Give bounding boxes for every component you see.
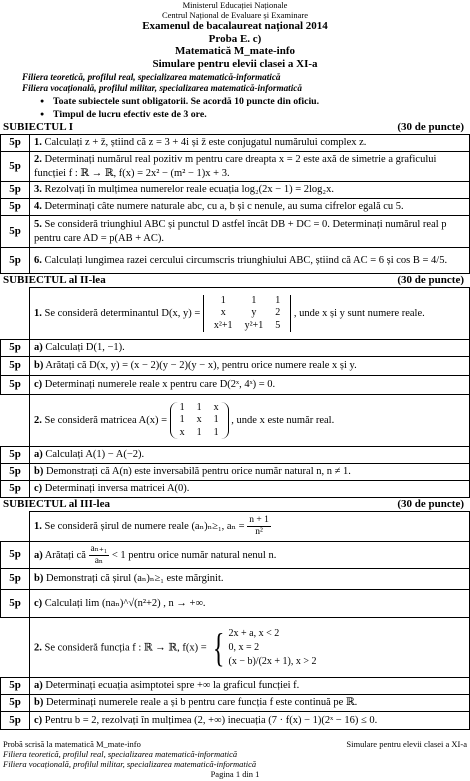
matrix-cell: 1	[196, 426, 202, 438]
matrix-cell: x	[179, 426, 185, 438]
problem-1-after: , unde x și y sunt numere reale.	[293, 307, 425, 319]
ratio-fraction	[89, 544, 110, 567]
item-points: 5p	[1, 152, 30, 182]
item-number: 5.	[34, 219, 42, 231]
simulation-label: Simulare pentru elevii clasei a XI-a	[152, 57, 318, 70]
item-text: Calculați z + z̄, știind că z = 3 + 4i și z̄ este conjugatul numărului complex z.	[44, 137, 367, 149]
problem-number: 1.	[34, 307, 42, 319]
item-number: 6.	[34, 254, 42, 266]
s1-item-5	[1, 216, 470, 248]
item-number: 3.	[34, 184, 42, 196]
matrix-cell: 1	[213, 426, 219, 438]
item-points: 5p	[1, 712, 30, 730]
item-text: Calculați A(1) − A(−2).	[45, 449, 145, 461]
item-text: Rezolvați în mulțimea numerelor reale ecuația log₂(2x − 1) = 2log₂x.	[44, 184, 334, 196]
item-number: 1.	[34, 137, 42, 149]
s2-problem-1	[1, 288, 470, 340]
det-cell: x	[220, 307, 226, 319]
item-points: 5p	[1, 135, 30, 152]
center-name: Centrul Național de Evaluare și Examinare	[161, 10, 309, 20]
item-points: 5p	[1, 182, 30, 199]
section-3-items	[0, 511, 470, 730]
item-label: c)	[34, 483, 43, 495]
s2-problem-2	[1, 395, 470, 447]
det-cell: 1	[220, 294, 226, 306]
sequence-fraction	[247, 515, 271, 538]
item-points: 5p	[1, 542, 30, 569]
item-points: 5p	[1, 248, 30, 274]
s1-item-4	[1, 199, 470, 216]
item-label: b)	[34, 573, 44, 585]
item-points: 5p	[1, 376, 30, 395]
matrix-cell: 1	[213, 414, 219, 426]
item-text: Arătați că	[44, 549, 86, 561]
matrix-cell: x	[213, 401, 219, 413]
fraction-denominator: n²	[255, 527, 263, 537]
subject-label: Matematică M_mate-info	[174, 45, 296, 57]
note-2: ● Timpul de lucru efectiv este de 3 ore.	[40, 108, 470, 121]
section-1-title: SUBIECTUL I	[3, 121, 74, 133]
section-2-points: (30 de puncte)	[397, 274, 464, 286]
item-points: 5p	[1, 447, 30, 464]
note-1: ● Toate subiectele sunt obligatorii. Se acordă 10 puncte din oficiu.	[40, 95, 470, 108]
s2-p1-a	[1, 340, 470, 357]
footer-right: Simulare pentru elevii clasei a XI-a	[346, 739, 467, 749]
item-text: Calculați lungimea razei cercului circumscris triunghiului ABC, știind că AC = 6 și cos B = 4/5.	[44, 254, 448, 266]
s3-p1-c	[1, 590, 470, 618]
s3-problem-1	[1, 512, 470, 542]
item-label: c)	[34, 597, 43, 609]
item-points: 5p	[1, 216, 30, 248]
footer-filiera-1: Filiera teoretică, profilul real, specializarea matematică-informatică	[3, 749, 238, 759]
s2-p1-b	[1, 357, 470, 376]
item-text: Calculați lim (naₙ)^√(n²+2) , n → +∞.	[44, 597, 206, 609]
case-2: 0, x = 2	[228, 641, 260, 653]
item-points: 5p	[1, 199, 30, 216]
fraction-numerator: aₙ₊₁	[90, 543, 108, 554]
section-3-points: (30 de puncte)	[397, 498, 464, 510]
page-number: Pagina 1 din 1	[210, 769, 260, 779]
exam-title: Examenul de bacalaureat național 2014	[142, 20, 328, 32]
case-3: (x − b)/(2x + 1), x > 2	[228, 655, 317, 667]
problem-number: 1.	[34, 520, 42, 532]
item-text: Pentru b = 2, rezolvați în mulțimea (2, +∞) inecuația (7 · f(x) − 1)(2ˣ − 16) ≤ 0.	[44, 714, 378, 726]
section-2-items	[0, 287, 470, 498]
item-text: Calculați D(1, −1).	[45, 342, 125, 354]
matrix-cell: 1	[179, 414, 185, 426]
matrix-cell: x	[196, 414, 202, 426]
s3-p2-b	[1, 695, 470, 712]
item-points: 5p	[1, 695, 30, 712]
item-text: Determinați ecuația asimptotei spre +∞ la graficul funcției f.	[45, 680, 300, 692]
item-number: 4.	[34, 201, 42, 213]
item-label: c)	[34, 714, 43, 726]
s1-item-6	[1, 248, 470, 274]
section-3-title: SUBIECTUL al III-lea	[3, 498, 110, 510]
section-3-header	[0, 498, 470, 511]
case-1: 2x + a, x < 2	[228, 627, 280, 639]
problem-1-intro: Se consideră determinantul D(x, y) =	[44, 307, 201, 319]
determinant-matrix	[203, 295, 291, 333]
section-1-items	[0, 134, 470, 274]
s1-item-3	[1, 182, 470, 199]
s2-p2-b	[1, 464, 470, 481]
instructions	[40, 95, 470, 121]
matrix-cell: 1	[196, 401, 202, 413]
problem-1-intro: Se consideră șirul de numere reale (aₙ)ₙ≥₁, aₙ =	[44, 520, 245, 532]
matrix-a	[170, 402, 229, 440]
item-text: Determinați câte numere naturale abc, cu a, b și c nenule, au suma cifrelor egală cu 5.	[44, 201, 404, 213]
function-cases	[229, 627, 317, 669]
s3-p2-c	[1, 712, 470, 730]
item-text: < 1 pentru orice număr natural nenul n.	[111, 549, 277, 561]
footer-filiera-2: Filiera vocațională, profilul militar, specializarea matematică-informatică	[3, 759, 257, 769]
det-cell: y	[251, 307, 257, 319]
s3-p1-b	[1, 569, 470, 590]
item-label: a)	[34, 342, 43, 354]
item-points: 5p	[1, 464, 30, 481]
item-label: b)	[34, 466, 44, 478]
item-number: 2.	[34, 154, 42, 166]
det-cell: 5	[275, 319, 281, 331]
item-text: Demonstrați că șirul (aₙ)ₙ≥₁ este mărginit.	[45, 573, 224, 585]
s1-item-2	[1, 152, 470, 182]
fraction-numerator: n + 1	[249, 515, 269, 525]
problem-2-after: , unde x este număr real.	[231, 414, 335, 426]
problem-number: 2.	[34, 641, 42, 653]
item-points: 5p	[1, 481, 30, 498]
s3-p1-a	[1, 542, 470, 569]
s3-p2-a	[1, 678, 470, 695]
exam-header	[0, 0, 470, 70]
item-points: 5p	[1, 590, 30, 618]
item-label: a)	[34, 549, 43, 561]
matrix-cell: 1	[179, 401, 185, 413]
section-1-header	[0, 121, 470, 134]
problem-2-intro: Se consideră funcția f : ℝ → ℝ, f(x) =	[44, 641, 207, 653]
item-points: 5p	[1, 569, 30, 590]
det-cell: 2	[275, 307, 281, 319]
page-footer	[0, 739, 470, 779]
item-label: c)	[34, 379, 43, 391]
s2-p2-c	[1, 481, 470, 498]
item-text: Se consideră triunghiul ABC și punctul D astfel încât DB + DC = 0. Determinați numărul real p pentru care AD = p(AB + AC).	[34, 219, 447, 244]
section-2-header	[0, 274, 470, 287]
item-text: Determinați numerele reale a și b pentru care funcția f este continuă pe ℝ.	[45, 697, 358, 709]
s2-p1-c	[1, 376, 470, 395]
item-points: 5p	[1, 678, 30, 695]
s1-item-1	[1, 135, 470, 152]
item-points: 5p	[1, 357, 30, 376]
s3-problem-2	[1, 618, 470, 678]
s2-p2-a	[1, 447, 470, 464]
problem-number: 2.	[34, 414, 42, 426]
det-cell: x²+1	[213, 319, 233, 331]
filiera-1: Filiera teoretică, profilul real, specializarea matematică-informatică	[22, 72, 281, 82]
item-text: Arătați că D(x, y) = (x − 2)(y − 2)(y − x), pentru orice numere reale x și y.	[45, 360, 357, 372]
item-text: Determinați numărul real pozitiv m pentru care dreapta x = 2 este axă de simetrie a graficului funcției f : ℝ → ℝ, f(x) = 2x² − (m² − 1)x + 3.	[34, 154, 437, 179]
item-points: 5p	[1, 340, 30, 357]
filiera-2: Filiera vocațională, profilul militar, specializarea matematică-informatică	[22, 83, 302, 93]
item-label: a)	[34, 680, 43, 692]
item-text: Determinați numerele reale x pentru care D(2ˣ, 4ˣ) = 0.	[44, 379, 276, 391]
det-cell: y²+1	[244, 319, 264, 331]
problem-2-intro: Se consideră matricea A(x) =	[44, 414, 168, 426]
item-label: a)	[34, 449, 43, 461]
det-cell: 1	[251, 294, 257, 306]
filiere-list	[22, 72, 470, 94]
proba-label: Proba E. c)	[208, 32, 262, 45]
footer-left: Probă scrisă la matematică M_mate-info	[3, 739, 141, 749]
item-label: b)	[34, 360, 44, 372]
det-cell: 1	[275, 294, 281, 306]
section-2-title: SUBIECTUL al II-lea	[3, 274, 106, 286]
section-1-points: (30 de puncte)	[397, 121, 464, 133]
item-label: b)	[34, 697, 44, 709]
fraction-denominator: aₙ	[94, 555, 104, 566]
piecewise-function	[209, 624, 317, 670]
ministry-name: Ministerul Educației Naționale	[182, 0, 288, 10]
item-text: Demonstrați că A(n) este inversabilă pentru orice număr natural n, n ≠ 1.	[45, 466, 351, 478]
item-text: Determinați inversa matricei A(0).	[44, 483, 190, 495]
left-brace: {	[213, 624, 225, 670]
